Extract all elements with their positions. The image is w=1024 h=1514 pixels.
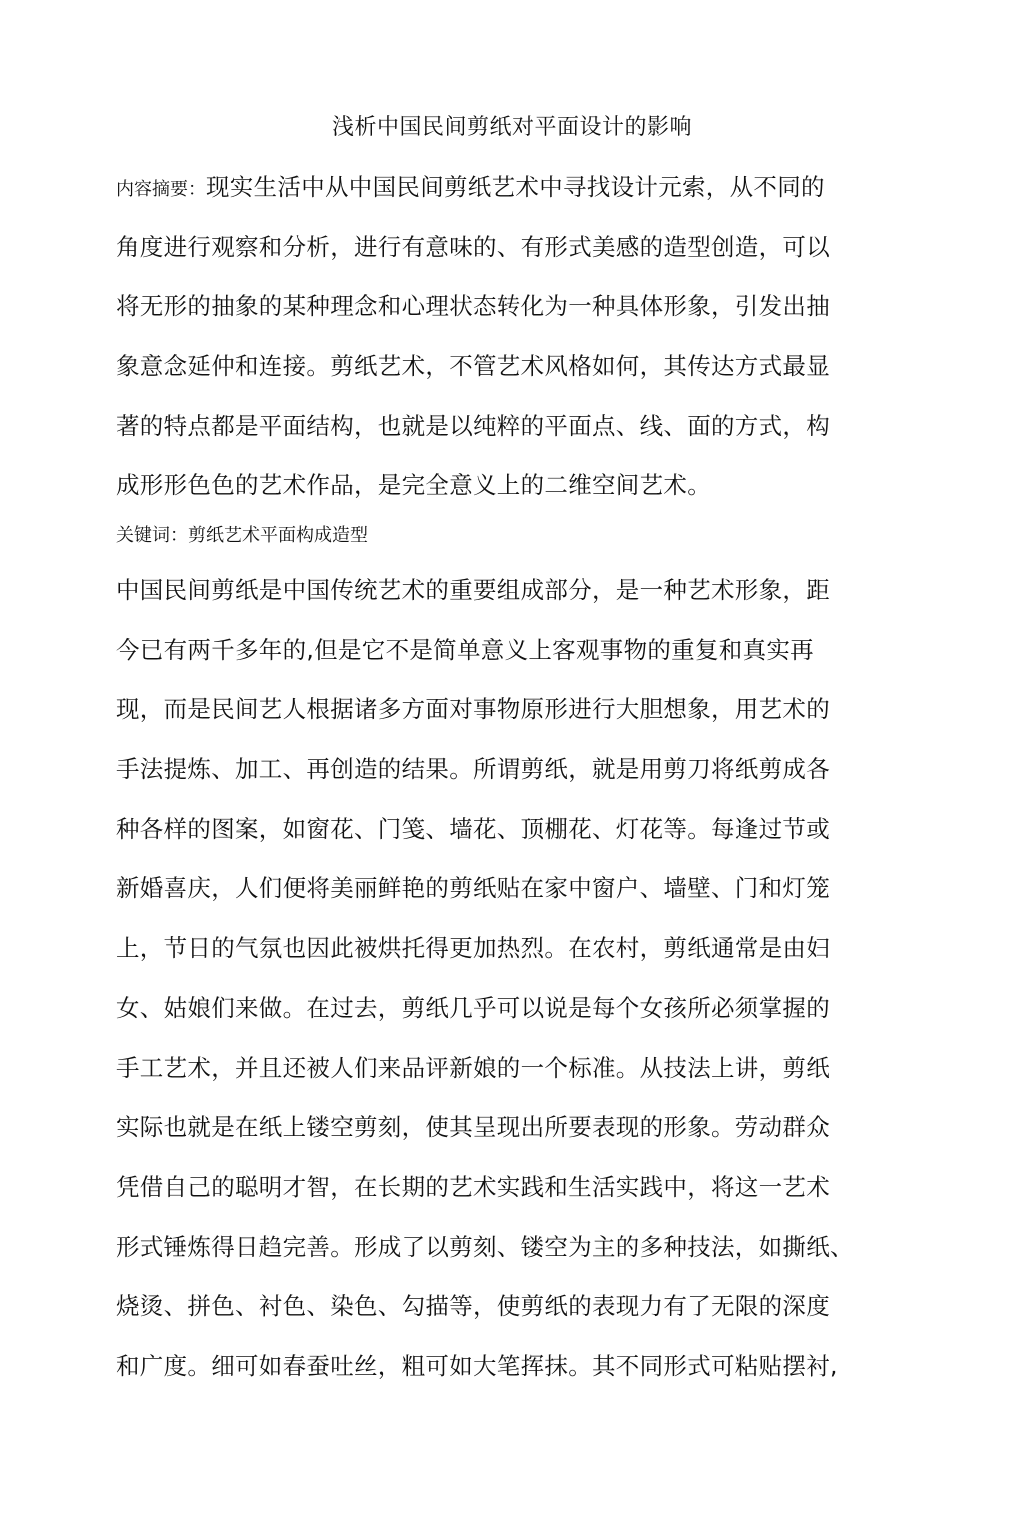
body-line: 现，而是民间艺人根据诸多方面对事物原形进行大胆想象，用艺术的 <box>116 695 830 724</box>
abstract-line <box>116 158 896 218</box>
body-line: 种各样的图案，如窗花、门笺、墙花、顶棚花、灯花等。每逢过节或 <box>116 814 830 843</box>
body-line: 女、姑娘们来做。在过去，剪纸几乎可以说是每个女孩所必须掌握的 <box>116 993 830 1022</box>
body-paragraph <box>116 561 896 1397</box>
keywords-line: 关键词：剪纸艺术平面构成造型 <box>116 525 368 546</box>
abstract-line: 角度进行观察和分析，进行有意味的、有形式美感的造型创造，可以 <box>116 232 830 261</box>
body-line: 手法提炼、加工、再创造的结果。所谓剪纸，就是用剪刀将纸剪成各 <box>116 755 830 784</box>
abstract-line: 将无形的抽象的某种理念和心理状态转化为一种具体形象，引发出抽 <box>116 292 830 321</box>
body-line: 新婚喜庆，人们便将美丽鲜艳的剪纸贴在家中窗户、墙壁、门和灯笼 <box>116 874 830 903</box>
abstract-label: 内容摘要： <box>116 179 206 200</box>
body-line: 和广度。细可如春蚕吐丝，粗可如大笔挥抹。其不同形式可粘贴摆衬, <box>116 1351 838 1380</box>
abstract-line: 象意念延仲和连接。剪纸艺术，不管艺术风格如何，其传达方式最显 <box>116 352 830 381</box>
document-title: 浅析中国民间剪纸对平面设计的影响 <box>331 115 692 140</box>
abstract-section <box>116 158 896 516</box>
body-line: 凭借自己的聪明才智，在长期的艺术实践和生活实践中，将这一艺术 <box>116 1172 830 1201</box>
body-line: 今已有两千多年的,但是它不是简单意义上客观事物的重复和真实再 <box>116 635 814 664</box>
body-line: 烧烫、拼色、衬色、染色、勾描等，使剪纸的表现力有了无限的深度 <box>116 1292 830 1321</box>
body-line: 实际也就是在纸上镂空剪刻，使其呈现出所要表现的形象。劳动群众 <box>116 1113 830 1142</box>
body-line: 形式锤炼得日趋完善。形成了以剪刻、镂空为主的多种技法，如撕纸、 <box>116 1232 854 1261</box>
abstract-line: 成形形色色的艺术作品，是完全意义上的二维空间艺术。 <box>116 471 711 500</box>
abstract-line: 著的特点都是平面结构，也就是以纯粹的平面点、线、面的方式，构 <box>116 411 830 440</box>
body-line: 上，节日的气氛也因此被烘托得更加热烈。在农村，剪纸通常是由妇 <box>116 934 830 963</box>
abstract-first-line: 现实生活中从中国民间剪纸艺术中寻找设计元索，从不同的 <box>206 173 825 201</box>
body-line: 中国民间剪纸是中国传统艺术的重要组成部分，是一种艺术形象，距 <box>116 576 830 604</box>
body-line: 手工艺术，并且还被人们来品评新娘的一个标准。从技法上讲，剪纸 <box>116 1053 830 1082</box>
